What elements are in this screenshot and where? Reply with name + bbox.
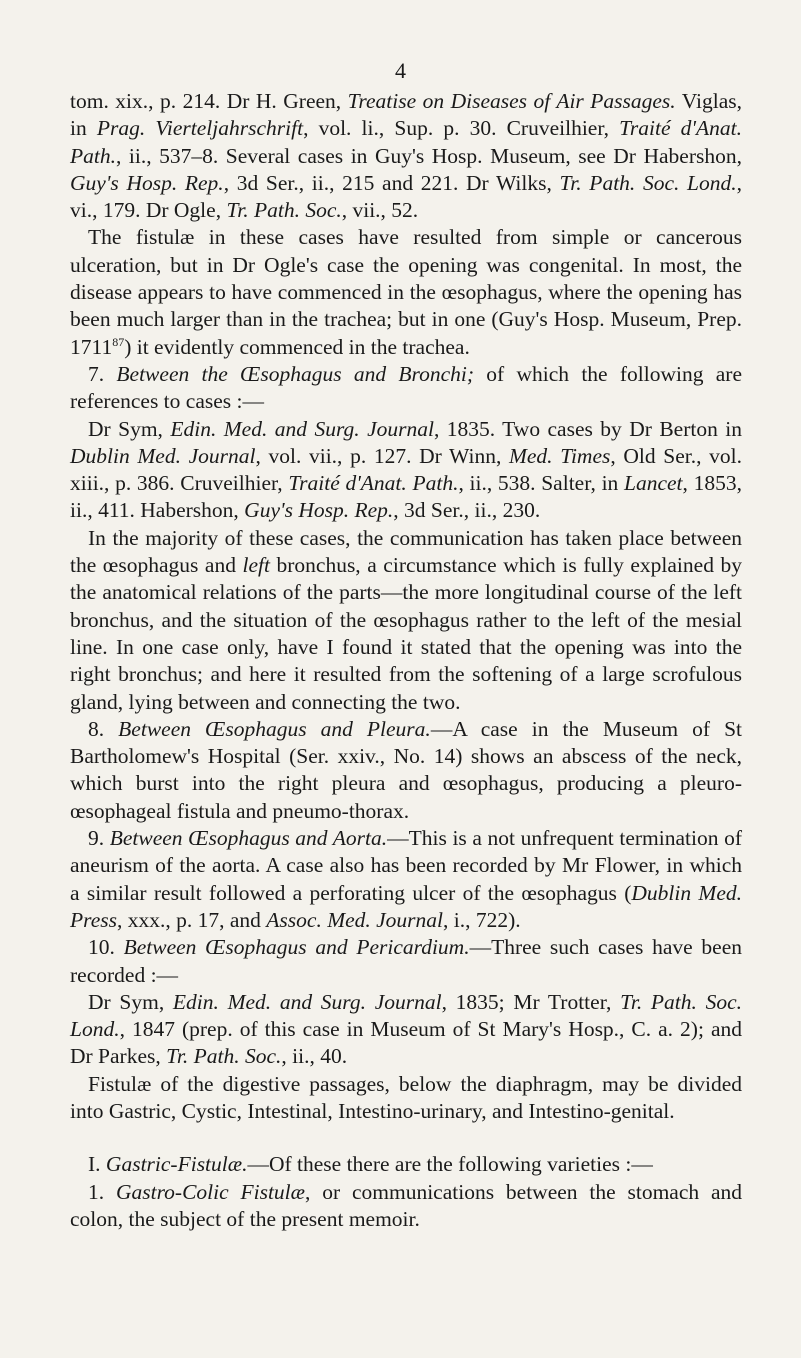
paragraph-section-7-refs [70, 416, 742, 525]
text-run: , ii., 40. [281, 1044, 348, 1069]
text-run: , ii., 538. Salter, in [458, 471, 625, 496]
italic-citation: Traité d'Anat. Path. [288, 471, 459, 496]
text-run: Dr Sym, [88, 416, 171, 441]
body-text [70, 88, 742, 1233]
text-run: , i., 722). [443, 907, 521, 932]
italic-citation: Guy's Hosp. Rep. [244, 498, 394, 523]
text-run: 1. [88, 1179, 116, 1204]
italic-citation: Tr. Path. Soc. [166, 1044, 282, 1069]
paragraph-section-I-1 [70, 1179, 742, 1234]
text-run: —Of these there are the following varieties :— [247, 1152, 653, 1177]
italic-citation: Assoc. Med. Journal [266, 907, 444, 932]
italic-citation: Dublin Med. Journal [70, 443, 256, 468]
text-run: Fistulæ of the digestive passages, below the diaphragm, may be divided into Gastric, Cystic, Intestinal, Intestino-urinary, and Intestino-genital. [70, 1071, 742, 1123]
text-run: , 3d Ser., ii., 215 and 221. Dr Wilks, [223, 170, 560, 195]
text-run: ) it evidently commenced in the trachea. [124, 334, 470, 359]
text-run: , vi., 179. Dr Ogle, [70, 170, 742, 223]
text-run: , xxx., p. 17, and [116, 907, 267, 932]
italic-citation: Traité d'Anat. Path. [70, 116, 742, 168]
text-run: In the majority of these cases, the communication has taken place between the œsophagus and [70, 525, 742, 578]
italic-citation: Between Œsophagus and Pericardium. [123, 935, 470, 960]
italic-citation: Between the Œsophagus and Bronchi; [116, 361, 475, 386]
text-run: , or communications between the stomach and colon, the subject of the present memoir. [70, 1179, 743, 1231]
italic-citation: Edin. Med. and Surg. Journal [170, 416, 434, 441]
italic-citation: Prag. Vierteljahrschrift [96, 116, 304, 141]
text-run: tom. xix., p. 214. Dr H. Green, [70, 89, 348, 113]
italic-citation: Tr. Path. Soc. Lond. [559, 170, 737, 195]
italic-citation: Lancet [624, 471, 683, 496]
italic-citation: Tr. Path. Soc. Lond. [70, 989, 742, 1042]
italic-citation: Dublin Med. Press [70, 880, 742, 932]
italic-citation: left [242, 553, 270, 578]
italic-citation: Med. Times [508, 443, 611, 468]
paragraph-section-9 [70, 825, 742, 934]
italic-citation: Between Œsophagus and Pleura. [118, 716, 431, 741]
text-run: I. [88, 1152, 106, 1177]
text-run: , vol. li., Sup. p. 30. Cruveilhier, [303, 116, 620, 141]
text-run: bronchus, a circumstance which is fully explained by the anatomical relations of the parts—the more longitudinal course of the left bronchus, and the situation of the œsophagus rather to the left of the mesial line. In one case only, have I found it stated that the opening was into the right bronchus; and here it resulted from the softening of a large scrofulous gland, lying between and connecting the two. [70, 553, 742, 714]
paragraph-section-10-refs [70, 989, 742, 1071]
paragraph-section-10 [70, 934, 742, 989]
text-run: 8. [88, 716, 119, 741]
italic-citation: Between Œsophagus and Aorta. [109, 826, 388, 851]
text-run: , Old Ser., vol. xiii., p. 386. Cruveilhier, [70, 443, 742, 496]
paragraph-section-7 [70, 361, 742, 416]
text-run: 7. [88, 361, 117, 386]
footnote-superscript: 87 [112, 334, 125, 349]
text-run: , 3d Ser., ii., 230. [393, 498, 541, 523]
text-run: , 1853, ii., 411. Habershon, [70, 471, 742, 523]
italic-citation: Guy's Hosp. Rep. [70, 170, 224, 195]
text-run: —Three such cases have been recorded :— [70, 935, 743, 987]
text-run: , ii., 537–8. Several cases in Guy's Hosp. Museum, see Dr Habershon, [115, 143, 742, 168]
text-run: Viglas, in [70, 89, 742, 141]
text-run: , 1835; Mr Trotter, [441, 989, 621, 1014]
text-run: of which the following are references to cases :— [70, 361, 742, 414]
paragraph-section-8 [70, 716, 742, 825]
italic-citation: Gastro-Colic Fistulæ [115, 1179, 305, 1204]
page-number: 4 [395, 58, 406, 83]
text-run: , 1835. Two cases by Dr Berton in [433, 416, 742, 441]
paragraph-fistulae-origin [70, 224, 742, 360]
text-run: , 1847 (prep. of this case in Museum of St Mary's Hosp., C. a. 2); and Dr Parkes, [70, 1017, 742, 1069]
text-run: The fistulæ in these cases have resulted from simple or cancerous ulceration, but in Dr Ogle's case the opening was congenital. In most, the disease appears to have commenced in the œsophagus, where the opening has been much larger than in the trachea; but in one (Guy's Hosp. Museum, Prep. 1711 [70, 225, 742, 359]
text-run: —This is a not unfrequent termination of aneurism of the aorta. A case also has been recorded by Mr Flower, in which a similar result followed a perforating ulcer of the œsophagus ( [70, 826, 743, 905]
text-run: 10. [88, 935, 124, 960]
paragraph-refs-continued [70, 88, 742, 224]
italic-citation: Gastric-Fistulæ. [105, 1152, 248, 1177]
text-run: , vii., 52. [341, 198, 419, 223]
paragraph-section-I [70, 1151, 742, 1178]
text-run: 9. [88, 826, 110, 851]
italic-citation: Tr. Path. Soc. [226, 198, 342, 223]
text-run: Dr Sym, [88, 989, 173, 1014]
paragraph-section-7-discussion [70, 525, 742, 716]
paragraph-digestive-fistulae [70, 1071, 742, 1126]
text-run: —A case in the Museum of St Bartholomew's Hospital (Ser. xxiv., No. 14) shows an abscess of the neck, which burst into the right pleura and œsophagus, producing a pleuro-œsophageal fistula and pneumo-thorax. [70, 716, 742, 823]
italic-citation: Edin. Med. and Surg. Journal [172, 989, 442, 1014]
text-run: , vol. vii., p. 127. Dr Winn, [255, 443, 509, 468]
italic-citation: Treatise on Diseases of Air Passages. [347, 89, 676, 113]
